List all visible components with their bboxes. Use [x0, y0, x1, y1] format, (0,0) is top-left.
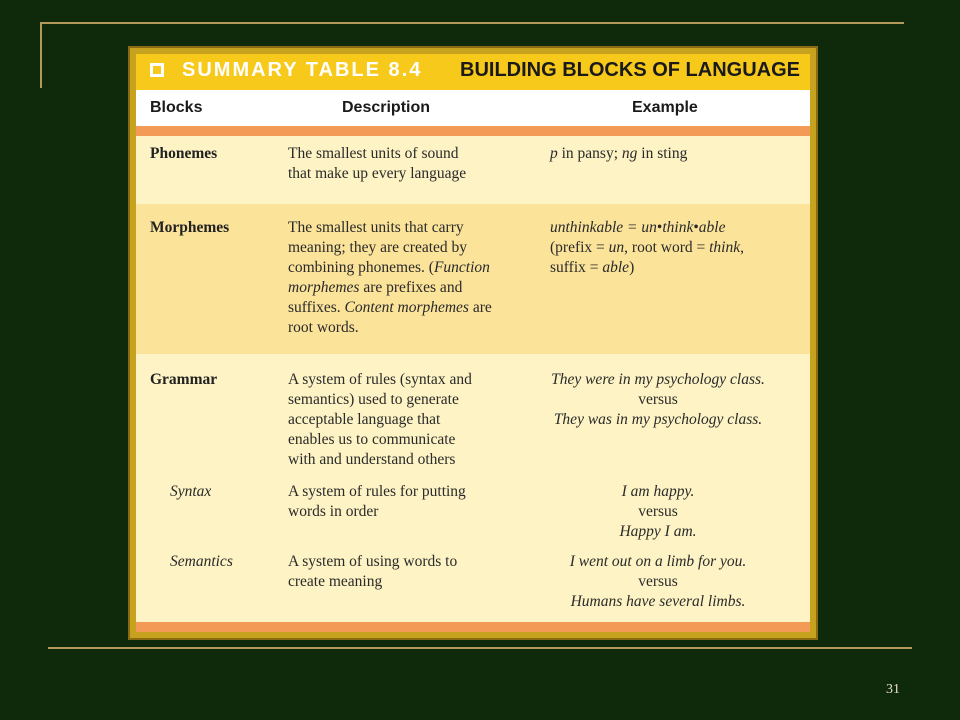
- table-title-bar: [136, 54, 810, 90]
- example: p in pansy; ng in sting: [550, 145, 688, 162]
- block-label-grammar: Grammar: [150, 371, 218, 388]
- table-title: BUILDING BLOCKS OF LANGUAGE: [460, 59, 800, 81]
- block-label-semantics: Semantics: [170, 553, 233, 570]
- example-grammar: They were in my psychology class. versus They was in my psychology class.: [551, 371, 765, 428]
- table-row-morphemes: [136, 204, 810, 354]
- column-header-description: Description: [342, 99, 431, 116]
- column-header-row: [136, 90, 810, 126]
- top-rule: [40, 22, 904, 24]
- example: unthinkable = un•think•able (prefix = un, root word = think, suffix = able): [550, 219, 744, 276]
- description-syntax: A system of rules for putting words in order: [288, 483, 466, 520]
- block-label-syntax: Syntax: [170, 483, 212, 500]
- footer-separator: [136, 622, 810, 632]
- column-header-blocks: Blocks: [150, 99, 203, 116]
- example-semantics: I went out on a limb for you. versus Humans have several limbs.: [569, 553, 747, 610]
- description: The smallest units of sound that make up every language: [288, 145, 467, 182]
- column-header-example: Example: [632, 99, 698, 116]
- block-label: Morphemes: [150, 219, 230, 236]
- description-grammar: A system of rules (syntax and semantics) used to generate acceptable language that enables us to communicate with and understand others: [288, 371, 472, 468]
- bottom-rule: [48, 647, 912, 649]
- table-row-phonemes: [136, 136, 810, 204]
- description-semantics: A system of using words to create meaning: [288, 553, 458, 590]
- square-bullet-icon: [150, 63, 164, 77]
- summary-table: [136, 54, 810, 632]
- table-row-grammar-group: [136, 354, 810, 622]
- table-number: SUMMARY TABLE 8.4: [182, 59, 423, 81]
- left-rule: [40, 22, 42, 88]
- slide-number: 31: [886, 682, 900, 697]
- block-label: Phonemes: [150, 145, 218, 162]
- description: The smallest units that carry meaning; they are created by combining phonemes. (Function morphemes are prefixes and suffixes. Content morphemes are root words.: [288, 219, 492, 336]
- header-separator: [136, 126, 810, 136]
- summary-table-frame: [128, 46, 818, 640]
- example-syntax: I am happy. versus Happy I am.: [619, 483, 697, 540]
